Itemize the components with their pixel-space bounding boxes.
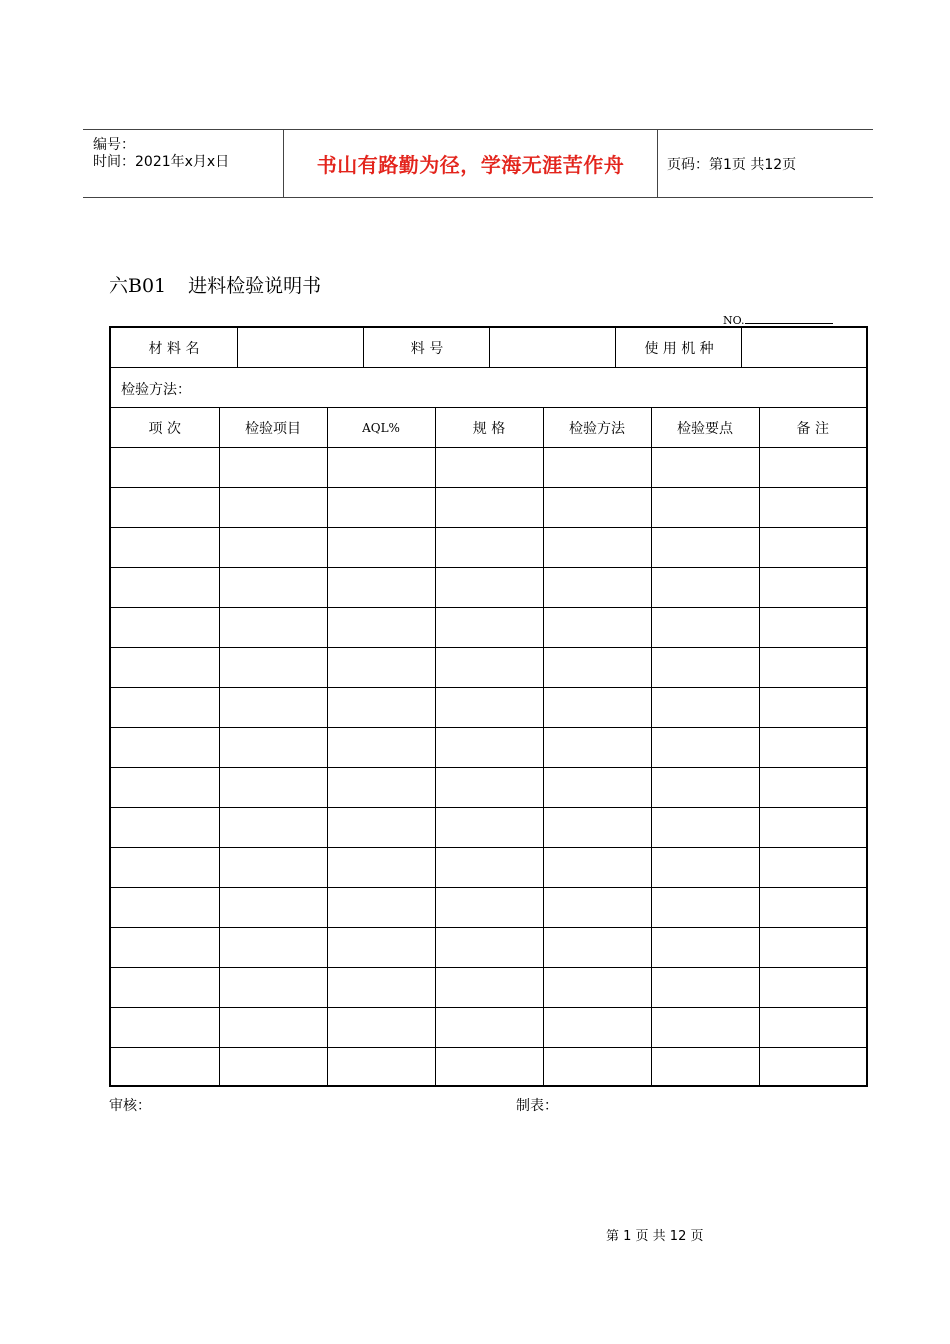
table-cell[interactable] [543, 808, 651, 848]
table-row [111, 1048, 866, 1088]
document-title-name: 进料检验说明书 [188, 275, 322, 297]
table-cell[interactable] [219, 688, 327, 728]
table-cell[interactable] [759, 488, 866, 528]
table-cell[interactable] [111, 968, 219, 1008]
table-cell[interactable] [543, 448, 651, 488]
table-cell[interactable] [759, 728, 866, 768]
table-row [111, 808, 866, 848]
machine-model-label: 使 用 机 种 [615, 328, 742, 367]
inspection-method-row[interactable] [111, 368, 866, 408]
table-row [111, 608, 866, 648]
column-header-inspection-item: 检验项目 [219, 408, 327, 448]
document-number-label: NO. [723, 314, 745, 327]
date-line: 时间：2021年x月x日 [93, 154, 230, 170]
table-cell[interactable] [543, 928, 651, 968]
table-cell[interactable] [435, 608, 543, 648]
table-cell[interactable] [543, 728, 651, 768]
table-cell[interactable] [651, 728, 759, 768]
table-cell[interactable] [327, 688, 435, 728]
table-cell[interactable] [651, 808, 759, 848]
table-cell[interactable] [327, 608, 435, 648]
table-cell[interactable] [543, 608, 651, 648]
table-cell[interactable] [111, 1008, 219, 1048]
table-cell[interactable] [435, 848, 543, 888]
table-cell[interactable] [543, 688, 651, 728]
table-cell[interactable] [759, 808, 866, 848]
table-cell[interactable] [219, 648, 327, 688]
header-meta [83, 130, 284, 197]
table-cell[interactable] [111, 448, 219, 488]
table-cell[interactable] [219, 888, 327, 928]
maker-label: 制表： [516, 1098, 558, 1114]
table-header-row [111, 408, 866, 448]
table-cell[interactable] [111, 688, 219, 728]
table-cell[interactable] [543, 768, 651, 808]
table-cell[interactable] [111, 728, 219, 768]
inspection-form [109, 326, 868, 1087]
table-cell[interactable] [651, 648, 759, 688]
table-cell[interactable] [759, 568, 866, 608]
table-cell[interactable] [327, 528, 435, 568]
table-cell[interactable] [327, 488, 435, 528]
table-cell[interactable] [543, 848, 651, 888]
table-cell[interactable] [759, 768, 866, 808]
header-motto: 书山有路勤为径，学海无涯苦作舟 [284, 130, 658, 197]
table-cell[interactable] [327, 648, 435, 688]
table-cell[interactable] [543, 648, 651, 688]
table-cell[interactable] [435, 808, 543, 848]
header-page-info: 页码：第1页 共12页 [667, 156, 797, 173]
table-cell[interactable] [543, 1008, 651, 1048]
table-cell[interactable] [219, 728, 327, 768]
table-cell[interactable] [219, 808, 327, 848]
inspection-method-label: 检验方法： [121, 382, 191, 398]
table-cell[interactable] [111, 928, 219, 968]
table-row [111, 888, 866, 928]
table-cell[interactable] [435, 1008, 543, 1048]
table-cell[interactable] [651, 688, 759, 728]
table-cell[interactable] [435, 928, 543, 968]
document-title-code: 六B01 [109, 275, 167, 297]
table-cell[interactable] [111, 568, 219, 608]
table-cell[interactable] [651, 888, 759, 928]
document-number-blank[interactable] [745, 311, 833, 324]
inspection-items-table [111, 408, 866, 1087]
table-cell[interactable] [759, 848, 866, 888]
table-cell[interactable] [435, 728, 543, 768]
number-label: 编号： [93, 137, 135, 153]
table-cell[interactable] [327, 728, 435, 768]
table-cell[interactable] [651, 968, 759, 1008]
table-cell[interactable] [219, 1048, 327, 1088]
table-row [111, 648, 866, 688]
table-cell[interactable] [111, 808, 219, 848]
table-cell[interactable] [111, 848, 219, 888]
table-cell[interactable] [435, 688, 543, 728]
table-cell[interactable] [651, 488, 759, 528]
table-cell[interactable] [219, 568, 327, 608]
header-band [83, 129, 873, 198]
table-cell[interactable] [111, 608, 219, 648]
table-row [111, 968, 866, 1008]
document-title [109, 271, 321, 298]
table-cell[interactable] [759, 928, 866, 968]
table-row [111, 568, 866, 608]
table-row [111, 728, 866, 768]
table-cell[interactable] [435, 488, 543, 528]
table-cell[interactable] [759, 688, 866, 728]
column-header-inspection-method: 检验方法 [543, 408, 651, 448]
table-cell[interactable] [219, 528, 327, 568]
table-row [111, 768, 866, 808]
table-cell[interactable] [327, 1008, 435, 1048]
table-cell[interactable] [219, 848, 327, 888]
table-cell[interactable] [327, 808, 435, 848]
table-cell[interactable] [111, 528, 219, 568]
table-cell[interactable] [651, 848, 759, 888]
table-cell[interactable] [327, 768, 435, 808]
table-cell[interactable] [759, 448, 866, 488]
table-cell[interactable] [435, 648, 543, 688]
table-cell[interactable] [435, 888, 543, 928]
table-cell[interactable] [219, 488, 327, 528]
table-row [111, 848, 866, 888]
table-cell[interactable] [651, 928, 759, 968]
table-cell[interactable] [219, 928, 327, 968]
table-cell[interactable] [651, 568, 759, 608]
column-header-inspection-points: 检验要点 [651, 408, 759, 448]
table-cell[interactable] [327, 568, 435, 608]
table-row [111, 488, 866, 528]
table-cell[interactable] [111, 768, 219, 808]
table-cell[interactable] [543, 488, 651, 528]
table-cell[interactable] [759, 888, 866, 928]
table-cell[interactable] [111, 648, 219, 688]
material-name-field[interactable] [237, 328, 364, 367]
table-cell[interactable] [111, 1048, 219, 1088]
table-cell[interactable] [759, 968, 866, 1008]
table-cell[interactable] [219, 1008, 327, 1048]
column-header-aql: AQL% [327, 408, 435, 448]
document-number-field [723, 311, 833, 327]
table-cell[interactable] [651, 768, 759, 808]
table-cell[interactable] [759, 608, 866, 648]
material-info-row [111, 328, 866, 368]
table-cell[interactable] [219, 448, 327, 488]
table-cell[interactable] [759, 528, 866, 568]
table-cell[interactable] [759, 1048, 866, 1088]
table-cell[interactable] [435, 768, 543, 808]
table-cell[interactable] [543, 968, 651, 1008]
table-cell[interactable] [651, 1048, 759, 1088]
table-cell[interactable] [435, 568, 543, 608]
table-cell[interactable] [759, 1008, 866, 1048]
table-cell[interactable] [327, 928, 435, 968]
table-cell[interactable] [327, 888, 435, 928]
table-row [111, 1008, 866, 1048]
table-cell[interactable] [543, 1048, 651, 1088]
table-cell[interactable] [219, 768, 327, 808]
table-row [111, 928, 866, 968]
table-cell[interactable] [651, 1008, 759, 1048]
column-header-remarks: 备 注 [759, 408, 866, 448]
table-cell[interactable] [327, 848, 435, 888]
table-cell[interactable] [651, 448, 759, 488]
page-footer: 第 1 页 共 12 页 [606, 1229, 704, 1244]
table-cell[interactable] [435, 528, 543, 568]
part-number-field[interactable] [489, 328, 616, 367]
table-cell[interactable] [111, 488, 219, 528]
table-row [111, 688, 866, 728]
table-cell[interactable] [327, 448, 435, 488]
part-number-label: 料 号 [363, 328, 490, 367]
table-row [111, 448, 866, 488]
table-cell[interactable] [219, 608, 327, 648]
table-cell[interactable] [651, 608, 759, 648]
machine-model-field[interactable] [741, 328, 867, 367]
table-cell[interactable] [435, 448, 543, 488]
column-header-item-no: 项 次 [111, 408, 219, 448]
table-cell[interactable] [435, 968, 543, 1008]
table-cell[interactable] [543, 888, 651, 928]
table-cell[interactable] [759, 648, 866, 688]
table-cell[interactable] [435, 1048, 543, 1088]
table-cell[interactable] [327, 968, 435, 1008]
table-row [111, 528, 866, 568]
reviewer-label: 审核： [109, 1098, 151, 1114]
table-cell[interactable] [651, 528, 759, 568]
column-header-specification: 规 格 [435, 408, 543, 448]
material-name-label: 材 料 名 [148, 340, 200, 357]
table-cell[interactable] [543, 528, 651, 568]
table-cell[interactable] [543, 568, 651, 608]
table-cell[interactable] [327, 1048, 435, 1088]
table-cell[interactable] [219, 968, 327, 1008]
table-cell[interactable] [111, 888, 219, 928]
